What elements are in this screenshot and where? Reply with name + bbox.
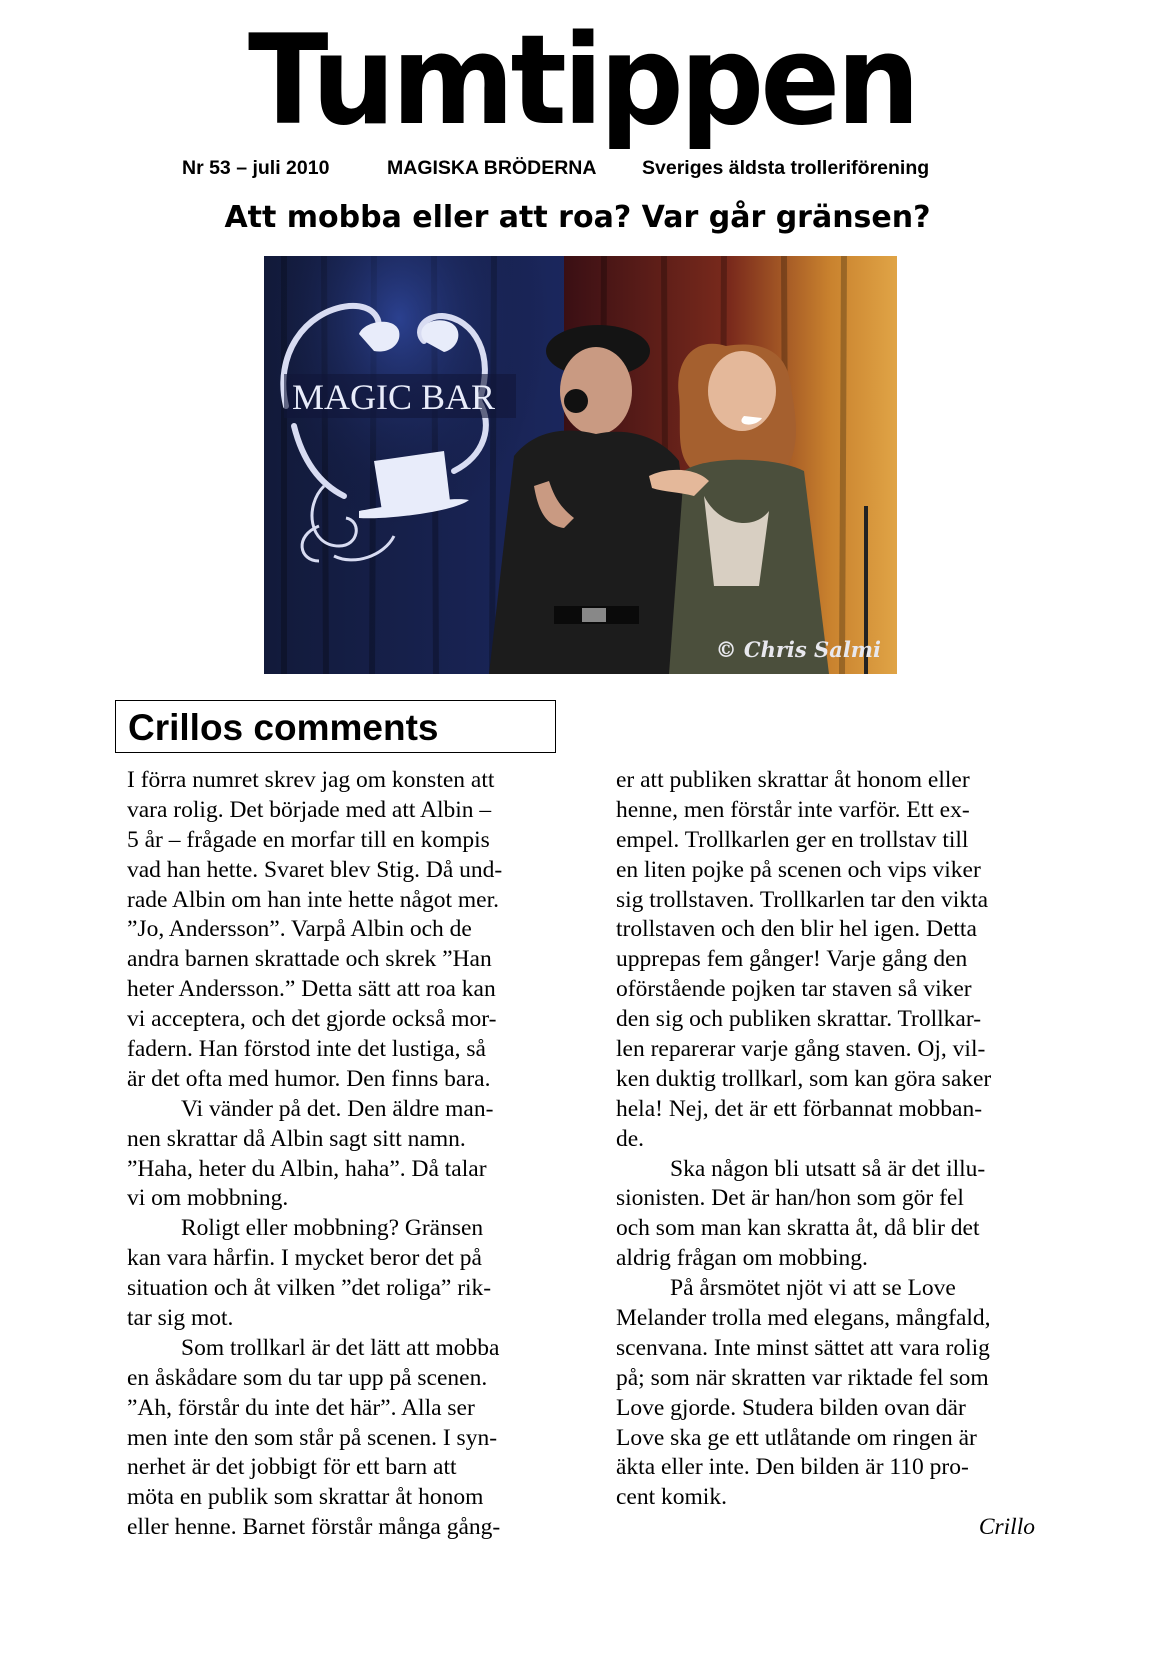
text-line: henne, men förstår inte varför. Ett ex-	[616, 796, 970, 823]
text-line: 5 år – frågade en morfar till en kompis	[127, 826, 490, 853]
text-line: nen skrattar då Albin sagt sitt namn.	[127, 1125, 466, 1152]
article-column-left	[127, 766, 557, 1543]
text-line: eller henne. Barnet förstår många gång-	[127, 1514, 501, 1541]
text-line: vara rolig. Det började med att Albin –	[127, 796, 492, 823]
text-line: Love ska ge ett utlåtande om ringen är	[616, 1424, 977, 1451]
masthead-title: Tumtippen	[248, 7, 917, 153]
text-line: Melander trolla med elegans, mångfald,	[616, 1305, 991, 1332]
text-line: andra barnen skrattade och skrek ”Han	[127, 946, 492, 973]
author-signature: Crillo	[978, 1514, 1035, 1540]
text-line: och som man kan skratta åt, då blir det	[616, 1215, 980, 1242]
issue-number: Nr 53 – juli 2010	[182, 157, 330, 179]
text-line: vad han hette. Svaret blev Stig. Då und-	[127, 856, 503, 883]
text-line: men inte den som står på scenen. I syn-	[127, 1424, 498, 1451]
text-line: aldrig frågan om mobbing.	[616, 1245, 868, 1272]
text-line: cent komik.	[616, 1484, 727, 1511]
text-line: Vi vänder på det. Den äldre man-	[181, 1095, 494, 1122]
text-line: fadern. Han förstod inte det lustiga, så	[127, 1036, 486, 1063]
text-line: len reparerar varje gång staven. Oj, vil-	[616, 1036, 986, 1063]
section-header-box	[115, 700, 556, 753]
text-line: en liten pojke på scenen och vips viker	[616, 856, 981, 883]
text-line: Som trollkarl är det lätt att mobba	[181, 1334, 500, 1361]
text-line: nerhet är det jobbigt för ett barn att	[127, 1454, 457, 1481]
text-line: den sig och publiken skrattar. Trollkar-	[616, 1006, 982, 1033]
text-line: på; som när skratten var riktade fel som	[616, 1364, 989, 1391]
organization-tagline: Sveriges äldsta trolleriförening	[642, 157, 930, 179]
stage-photo	[264, 256, 897, 674]
text-line: kan vara hårfin. I mycket beror det på	[127, 1245, 482, 1272]
text-line: situation och åt vilken ”det roliga” rik-	[127, 1275, 492, 1302]
text-line: hela! Nej, det är ett förbannat mobban-	[616, 1095, 983, 1122]
text-line: scenvana. Inte minst sättet att vara rolig	[616, 1334, 990, 1361]
section-title: Crillos comments	[128, 707, 439, 748]
text-line: ”Haha, heter du Albin, haha”. Då talar	[127, 1155, 487, 1182]
text-line: empel. Trollkarlen ger en trollstav till	[616, 826, 969, 853]
text-line: er att publiken skrattar åt honom eller	[616, 767, 970, 793]
text-line: är det ofta med humor. Den finns bara.	[127, 1065, 491, 1092]
text-line: oförstående pojken tar staven så viker	[616, 976, 972, 1003]
text-line: vi acceptera, och det gjorde också mor-	[127, 1006, 497, 1033]
text-line: sig trollstaven. Trollkarlen tar den vikta	[616, 886, 989, 913]
text-line: tar sig mot.	[127, 1305, 234, 1332]
text-line: möta en publik som skrattar åt honom	[127, 1484, 484, 1511]
text-line: ”Ah, förstår du inte det här”. Alla ser	[127, 1394, 475, 1421]
text-line: äkta eller inte. Den bilden är 110 pro-	[616, 1454, 969, 1481]
text-line: de.	[616, 1125, 645, 1152]
text-line: Ska någon bli utsatt så är det illu-	[670, 1155, 986, 1182]
photo-illustration	[264, 256, 897, 674]
magic-bar-logo-text: MAGIC BAR	[292, 377, 496, 417]
article-column-right	[616, 766, 1046, 1513]
text-line: ”Jo, Andersson”. Varpå Albin och de	[127, 916, 472, 943]
text-line: I förra numret skrev jag om konsten att	[127, 767, 495, 793]
text-line: ken duktig trollkarl, som kan göra saker	[616, 1065, 992, 1092]
text-line: en åskådare som du tar upp på scenen.	[127, 1364, 488, 1391]
text-line: vi om mobbning.	[127, 1185, 289, 1212]
text-line: upprepas fem gånger! Varje gång den	[616, 946, 968, 973]
photo-credit: © Chris Salmi	[715, 637, 881, 662]
text-line: trollstaven och den blir hel igen. Detta	[616, 916, 977, 943]
text-line: sionisten. Det är han/hon som gör fel	[616, 1185, 964, 1212]
text-line: Roligt eller mobbning? Gränsen	[181, 1215, 484, 1242]
text-line: heter Andersson.” Detta sätt att roa kan	[127, 976, 496, 1003]
organization-name: MAGISKA BRÖDERNA	[387, 157, 597, 179]
text-line: rade Albin om han inte hette något mer.	[127, 886, 499, 913]
text-line: På årsmötet njöt vi att se Love	[670, 1275, 956, 1302]
text-line: Love gjorde. Studera bilden ovan där	[616, 1394, 966, 1421]
article-headline: Att mobba eller att roa? Var går gränsen?	[224, 200, 931, 235]
